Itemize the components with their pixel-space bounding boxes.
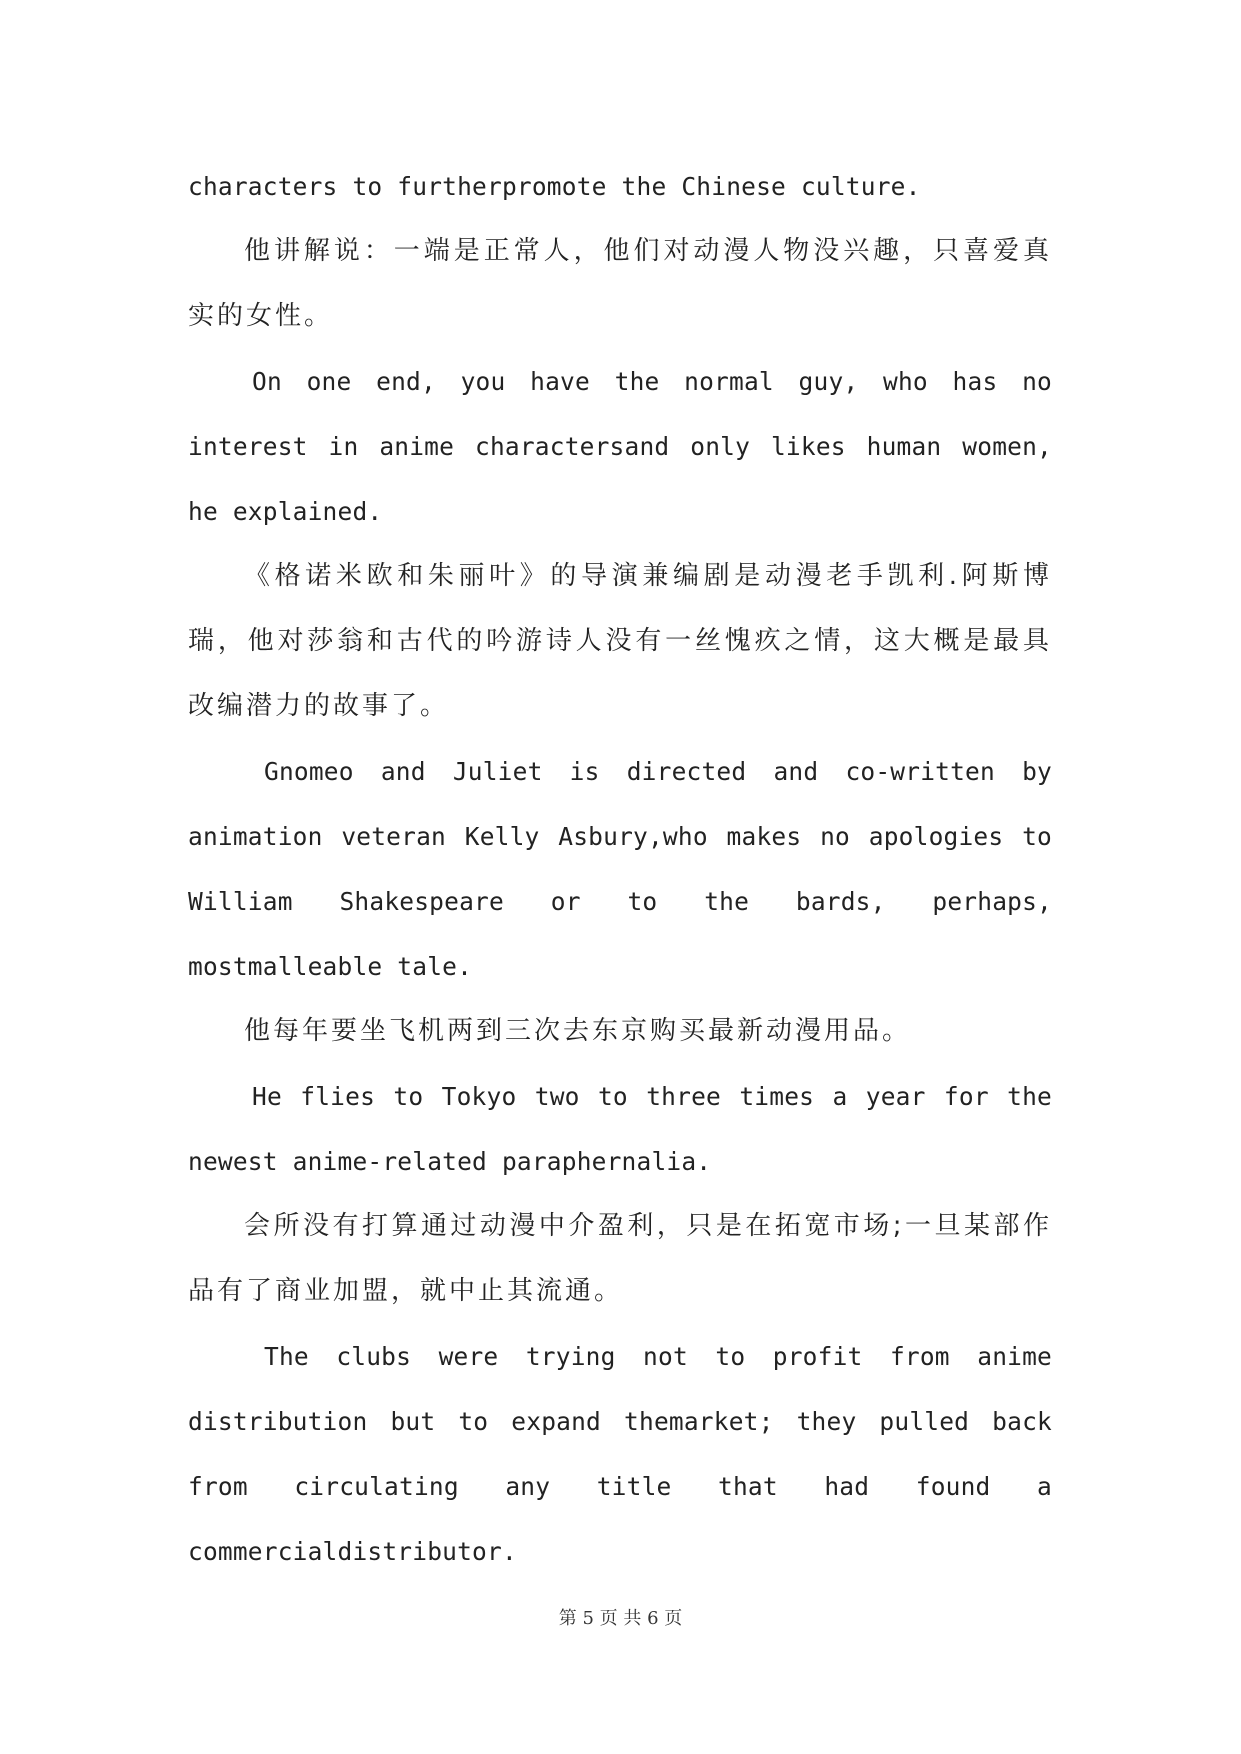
paragraph: On one end, you have the normal guy, who has no interest in anime charactersand only likes human women, he explained. (188, 367, 1052, 526)
paragraph: 他讲解说：一端是正常人，他们对动漫人物没兴趣，只喜爱真实的女性。 (188, 236, 1052, 331)
document-body (188, 154, 1052, 1584)
paragraph: 会所没有打算通过动漫中介盈利，只是在拓宽市场;一旦某部作品有了商业加盟，就中止其流通。 (188, 1211, 1052, 1306)
paragraph: He flies to Tokyo two to three times a year for the newest anime-related paraphernalia. (188, 1082, 1052, 1176)
paragraph: The clubs were trying not to profit from anime distribution but to expand themarket; they pulled back from circulating any title that had found a commercialdistributor. (188, 1342, 1052, 1566)
paragraph: 他每年要坐飞机两到三次去东京购买最新动漫用品。 (244, 1016, 912, 1046)
paragraph: 《格诺米欧和朱丽叶》的导演兼编剧是动漫老手凯利.阿斯博瑞，他对莎翁和古代的吟游诗人没有一丝愧疚之情，这大概是最具改编潜力的故事了。 (188, 561, 1052, 721)
page-footer: 第 5 页 共 6 页 (558, 1608, 683, 1629)
paragraph: characters to furtherpromote the Chinese culture. (188, 172, 921, 201)
paragraph: Gnomeo and Juliet is directed and co-written by animation veteran Kelly Asbury,who makes no apologies to William Shakespeare or to the bards, perhaps, mostmalleable tale. (188, 757, 1052, 981)
